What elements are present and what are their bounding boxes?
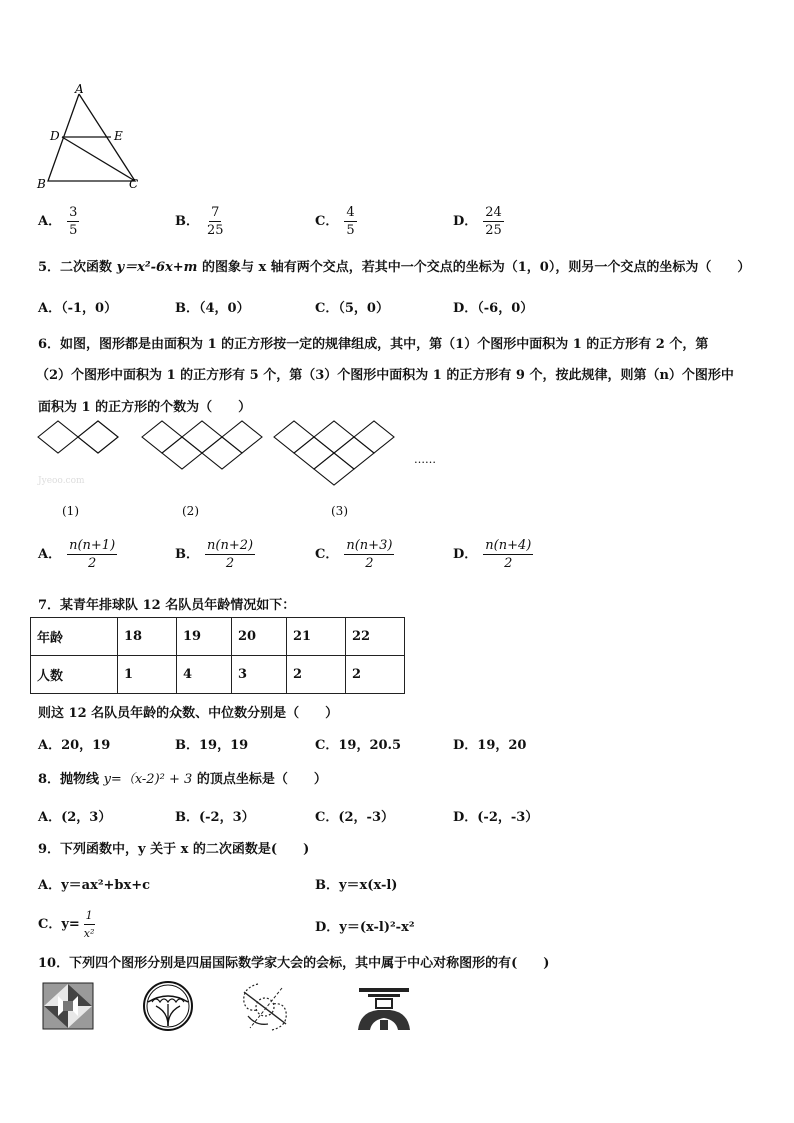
vertex-b-label: B bbox=[37, 177, 46, 191]
q6-option-a[interactable]: A． $\frac{n(n+1)}{2}$ bbox=[38, 538, 116, 571]
vertex-c-label: C bbox=[129, 177, 139, 191]
table-cell: 人数 bbox=[31, 656, 118, 694]
q6-line-2: （2）个图形中面积为 1 的正方形有 5 个，第（3）个图形中面积为 1 的正方形有 9 个，按此规律，则第（n）个图形中 bbox=[36, 368, 734, 383]
q6-option-c[interactable]: C． $\frac{n(n+3)}{2}$ bbox=[315, 538, 393, 571]
q4-option-b[interactable]: B． $\frac{7}{25}$ bbox=[175, 205, 224, 238]
congress-logo-1-icon[interactable] bbox=[42, 982, 94, 1030]
q4-option-a[interactable]: A． $\frac{3}{5}$ bbox=[38, 205, 78, 238]
q8-option-d[interactable]: D．(-2，-3） bbox=[453, 810, 539, 825]
table-row bbox=[31, 656, 405, 694]
q10-stem: 10．下列四个图形分别是四届国际数学家大会的会标，其中属于中心对称图形的有( ) bbox=[38, 956, 550, 971]
pattern-figure-3 bbox=[274, 421, 394, 485]
pattern-figure-1 bbox=[38, 421, 118, 453]
q7-option-b[interactable]: B．19，19 bbox=[175, 738, 249, 753]
q6-option-d[interactable]: D． $\frac{n(n+4)}{2}$ bbox=[453, 538, 532, 571]
table-cell: 21 bbox=[287, 618, 346, 656]
congress-logo-2-icon[interactable] bbox=[142, 980, 194, 1032]
q5-option-c[interactable]: C．（5，0） bbox=[315, 301, 389, 316]
q7-question: 则这 12 名队员年龄的众数、中位数分别是（ ） bbox=[38, 706, 339, 721]
q4-d-num: 24 bbox=[485, 205, 502, 220]
watermark: Jyeoo.com bbox=[38, 476, 85, 486]
pattern-caption-3: (3) bbox=[331, 504, 348, 518]
table-cell: 2 bbox=[287, 656, 346, 694]
q8-stem: 8．抛物线 y=（x-2)² + 3 的顶点坐标是（ ） bbox=[38, 772, 327, 787]
table-cell: 4 bbox=[177, 656, 232, 694]
q8-option-c[interactable]: C．(2，-3） bbox=[315, 810, 394, 825]
pattern-figure-2 bbox=[142, 421, 262, 469]
q4-option-c[interactable]: C． $\frac{4}{5}$ bbox=[315, 205, 355, 238]
pattern-caption-1: (1) bbox=[62, 504, 79, 518]
table-cell: 3 bbox=[232, 656, 287, 694]
q4-b-num: 7 bbox=[211, 205, 220, 220]
q7-option-c[interactable]: C．19，20.5 bbox=[315, 738, 402, 753]
table-cell: 20 bbox=[232, 618, 287, 656]
q4-d-den: 25 bbox=[485, 223, 502, 238]
q9-option-d[interactable]: D．y＝(x-l)²-x² bbox=[315, 920, 415, 935]
q9-stem: 9．下列函数中，y 关于 x 的二次函数是( ) bbox=[38, 842, 310, 857]
q4-c-den: 5 bbox=[346, 223, 355, 238]
q9-option-a[interactable]: A．y＝ax²+bx+c bbox=[38, 878, 151, 893]
q8-option-b[interactable]: B．(-2，3） bbox=[175, 810, 255, 825]
q6-option-b[interactable]: B． $\frac{n(n+2)}{2}$ bbox=[175, 538, 254, 571]
congress-logo-4-icon[interactable] bbox=[356, 984, 412, 1032]
q4-b-den: 25 bbox=[207, 223, 224, 238]
pattern-caption-2: (2) bbox=[182, 504, 199, 518]
q5-option-d[interactable]: D．（-6，0） bbox=[453, 301, 534, 316]
square-pattern-figures bbox=[30, 415, 450, 495]
q5-stem: 5．二次函数 y＝x²-6x+m 的图象与 x 轴有两个交点，若其中一个交点的坐标为（1，0），则另一个交点的坐标为（ ） bbox=[38, 260, 751, 275]
vertex-a-label: A bbox=[75, 82, 84, 96]
table-cell: 年龄 bbox=[31, 618, 118, 656]
q5-option-a[interactable]: A．（-1，0） bbox=[38, 301, 118, 316]
congress-logo-3-icon[interactable] bbox=[238, 980, 292, 1034]
q6-line-1: 6．如图，图形都是由面积为 1 的正方形按一定的规律组成，其中，第（1）个图形中面积为 1 的正方形有 2 个，第 bbox=[38, 337, 709, 352]
q9-option-c[interactable]: C．y= $\frac{1}{\text{x²}}$ bbox=[38, 909, 95, 940]
q7-option-d[interactable]: D．19，20 bbox=[453, 738, 527, 753]
table-cell: 18 bbox=[118, 618, 177, 656]
pattern-ellipsis: …… bbox=[414, 453, 436, 466]
age-table bbox=[30, 617, 405, 694]
q4-a-den: 5 bbox=[69, 223, 78, 238]
triangle-figure bbox=[30, 82, 150, 192]
table-row bbox=[31, 618, 405, 656]
q4-c-num: 4 bbox=[346, 205, 355, 220]
vertex-e-label: E bbox=[114, 129, 123, 143]
q5-option-b[interactable]: B．（4，0） bbox=[175, 301, 250, 316]
q4-option-d[interactable]: D． $\frac{24}{25}$ bbox=[453, 205, 502, 238]
table-cell: 22 bbox=[346, 618, 405, 656]
q8-option-a[interactable]: A．(2，3） bbox=[38, 810, 112, 825]
table-cell: 1 bbox=[118, 656, 177, 694]
table-cell: 19 bbox=[177, 618, 232, 656]
q7-option-a[interactable]: A．20，19 bbox=[38, 738, 111, 753]
q9-option-b[interactable]: B．y＝x(x-l) bbox=[315, 878, 398, 893]
vertex-d-label: D bbox=[50, 129, 60, 143]
table-cell: 2 bbox=[346, 656, 405, 694]
q6-line-3: 面积为 1 的正方形的个数为（ ） bbox=[38, 400, 252, 415]
q4-a-num: 3 bbox=[69, 205, 78, 220]
q7-stem: 7．某青年排球队 12 名队员年龄情况如下： bbox=[38, 598, 296, 613]
